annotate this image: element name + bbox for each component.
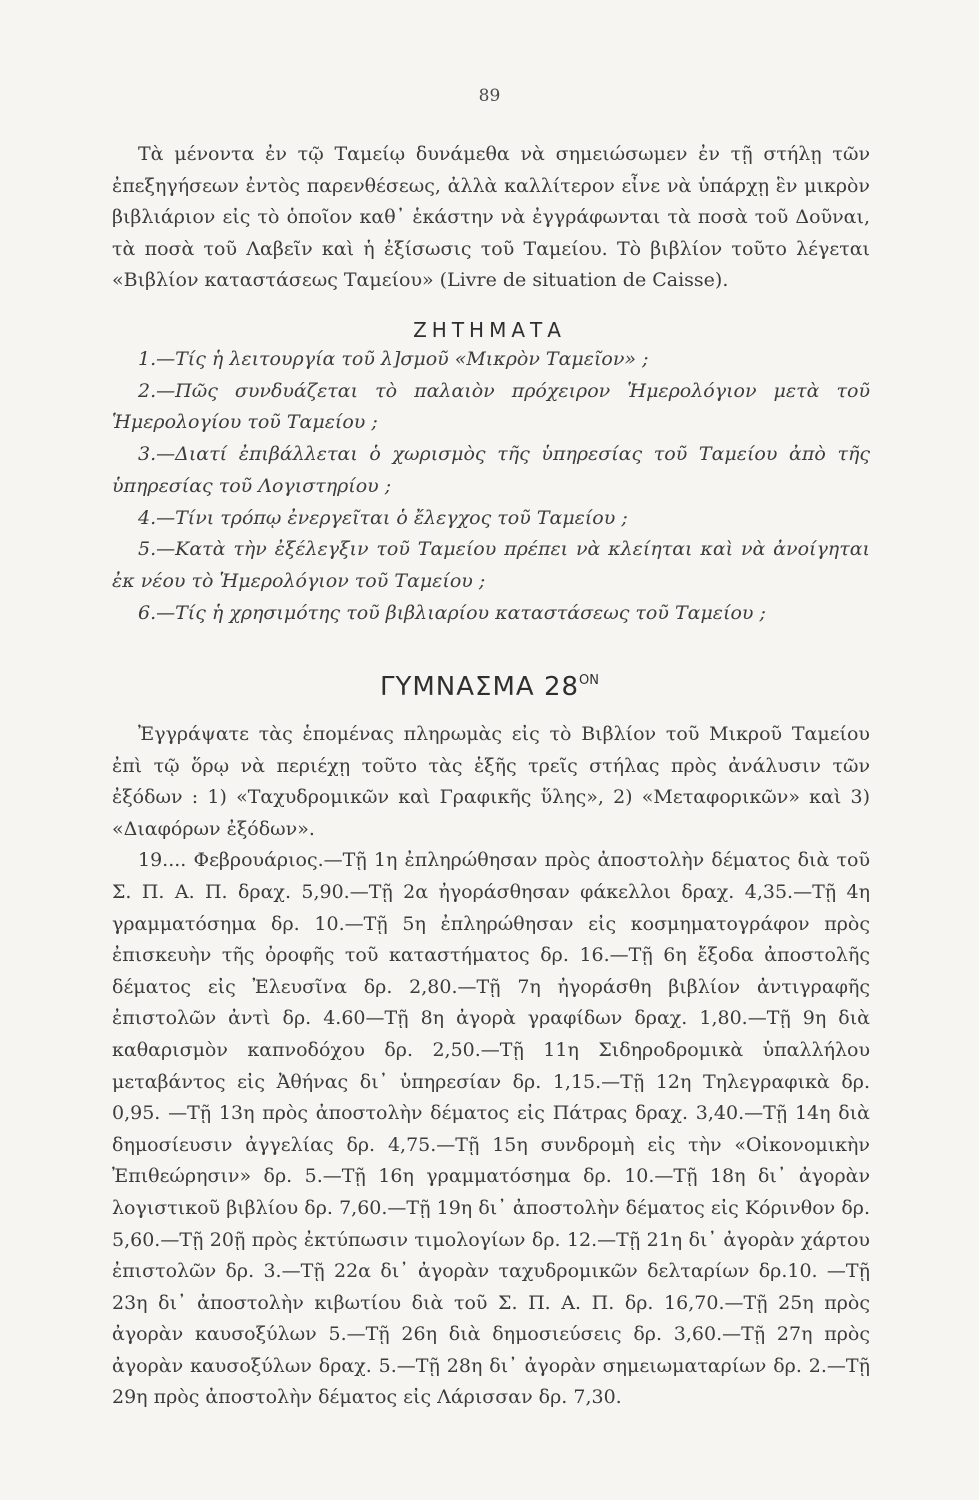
question-item: 3.—Διατί ἐπιβάλλεται ὁ χωρισμὸς τῆς ὑπηρεσίας τοῦ Ταμείου ἀπὸ τῆς ὑπηρεσίας τοῦ Λογιστηρίου ; bbox=[112, 443, 870, 497]
intro-paragraph: Τὰ μένοντα ἐν τῷ Ταμείῳ δυνάμεθα νὰ σημειώσωμεν ἐν τῇ στήλῃ τῶν ἐπεξηγήσεων ἐντὸς παρενθέσεως, ἀλλὰ καλλίτερον εἶνε νὰ ὑπάρχῃ ἓν μικρὸν βιβλιάριον εἰς τὸ ὁποῖον καθ᾽ ἑκάστην νὰ ἐγγράφωνται τὰ ποσὰ τοῦ Δοῦναι, τὰ ποσὰ τοῦ Λαβεῖν καὶ ἡ ἐξίσωσις τοῦ Ταμείου. Τὸ βιβλίον τοῦτο λέγεται «Βιβλίον καταστάσεως Ταμείου» (Livre de situation de Caisse). bbox=[112, 143, 870, 291]
question-item: 6.—Τίς ἡ χρησιμότης τοῦ βιβλιαρίου καταστάσεως τοῦ Ταμείου ; bbox=[138, 601, 766, 624]
question-item: 4.—Τίνι τρόπῳ ἐνεργεῖται ὁ ἔλεγχος τοῦ Ταμείου ; bbox=[138, 506, 628, 529]
exercise-heading-text: ΓΥΜΝΑΣΜΑ 28 bbox=[380, 672, 580, 702]
questions-heading: ΖΗΤΗΜΑΤΑ bbox=[413, 318, 566, 342]
question-item: 1.—Τίς ἡ λειτουργία τοῦ λ]σμοῦ «Μικρὸν Ταμεῖον» ; bbox=[138, 348, 649, 370]
exercise-heading bbox=[0, 672, 979, 702]
questions-list bbox=[112, 344, 870, 629]
intro-section bbox=[112, 139, 870, 297]
exercise-section bbox=[112, 719, 870, 1414]
exercise-heading-suffix: ΟΝ bbox=[579, 673, 599, 688]
question-item: 2.—Πῶς συνδυάζεται τὸ παλαιὸν πρόχειρον Ἡμερολόγιον μετὰ τοῦ Ἡμερολογίου τοῦ Ταμείου ; bbox=[112, 379, 870, 434]
exercise-entries: 19.... Φεβρουάριος.—Τῇ 1η ἐπληρώθησαν πρὸς ἀποστολὴν δέματος διὰ τοῦ Σ. Π. Α. Π. δραχ. 5,90.—Τῇ 2α ἠγοράσθησαν φάκελλοι δραχ. 4,35.—Τῇ 4η γραμματόσημα δρ. 10.—Τῇ 5η ἐπληρώθησαν εἰς κοσμηματογράφον πρὸς ἐπισκευὴν τῆς ὀροφῆς τοῦ καταστήματος δρ. 16.—Τῇ 6η ἔξοδα ἀποστολῆς δέματος εἰς Ἐλευσῖνα δρ. 2,80.—Τῇ 7η ἠγοράσθη βιβλίον ἀντιγραφῆς ἐπιστολῶν ἀντὶ δρ. 4.60—Τῇ 8η ἀγορὰ γραφίδων δραχ. 1,80.—Τῇ 9η διὰ καθαρισμὸν καπνοδόχου δρ. 2,50.—Τῇ 11η Σιδηροδρομικὰ ὑπαλλήλου μεταβάντος εἰς Ἀθήνας δι᾽ ὑπηρεσίαν δρ. 1,15.—Τῇ 12η Τηλεγραφικὰ δρ. 0,95. —Τῇ 13η πρὸς ἀποστολὴν δέματος εἰς Πάτρας δραχ. 3,40.—Τῇ 14η διὰ δημοσίευσιν ἀγγελίας δρ. 4,75.—Τῇ 15η συνδρομὴ εἰς τὴν «Οἰκονομικὴν Ἐπιθεώρησιν» δρ. 5.—Τῇ 16η γραμματόσημα δρ. 10.—Τῇ 18η δι᾽ ἀγορὰν λογιστικοῦ βιβλίου δρ. 7,60.—Τῇ 19η δι᾽ ἀποστολὴν δέματος εἰς Κόρινθον δρ. 5,60.—Τῇ 20ῇ πρὸς ἐκτύπωσιν τιμολογίων δρ. 12.—Τῇ 21η δι᾽ ἀγορὰν χάρτου ἐπιστολῶν δρ. 3.—Τῇ 22α δι᾽ ἀγορὰν ταχυδρομικῶν δελταρίων δρ.10. —Τῇ 23η δι᾽ ἀποστολὴν κιβωτίου διὰ τοῦ Σ. Π. Α. Π. δρ. 16,70.—Τῇ 25η πρὸς ἀγορὰν καυσοξύλων 5.—Τῇ 26η διὰ δημοσιεύσεις δρ. 3,60.—Τῇ 27η πρὸς ἀγορὰν καυσοξύλων δραχ. 5.—Τῇ 28η δι᾽ ἀγορὰν σημειωματαρίων δρ. 2.—Τῇ 29η πρὸς ἀποστολὴν δέματος εἰς Λάρισσαν δρ. 7,30. bbox=[112, 849, 870, 1409]
page-number: 89 bbox=[478, 86, 501, 106]
exercise-instructions: Ἐγγράψατε τὰς ἑπομένας πληρωμὰς εἰς τὸ Βιβλίον τοῦ Μικροῦ Ταμείου ἐπὶ τῷ ὅρῳ νὰ περιέχῃ τοῦτο τὰς ἑξῆς τρεῖς στήλας πρὸς ἀνάλυσιν τῶν ἐξόδων : 1) «Ταχυδρομικῶν καὶ Γραφικῆς ὕλης», 2) «Μεταφορικῶν» καὶ 3) «Διαφόρων ἐξόδων». bbox=[112, 723, 870, 840]
question-item: 5.—Κατὰ τὴν ἐξέλεγξιν τοῦ Ταμείου πρέπει νὰ κλείηται καὶ νὰ ἀνοίγηται ἐκ νέου τὸ Ἡμερολόγιον τοῦ Ταμείου ; bbox=[112, 538, 870, 592]
